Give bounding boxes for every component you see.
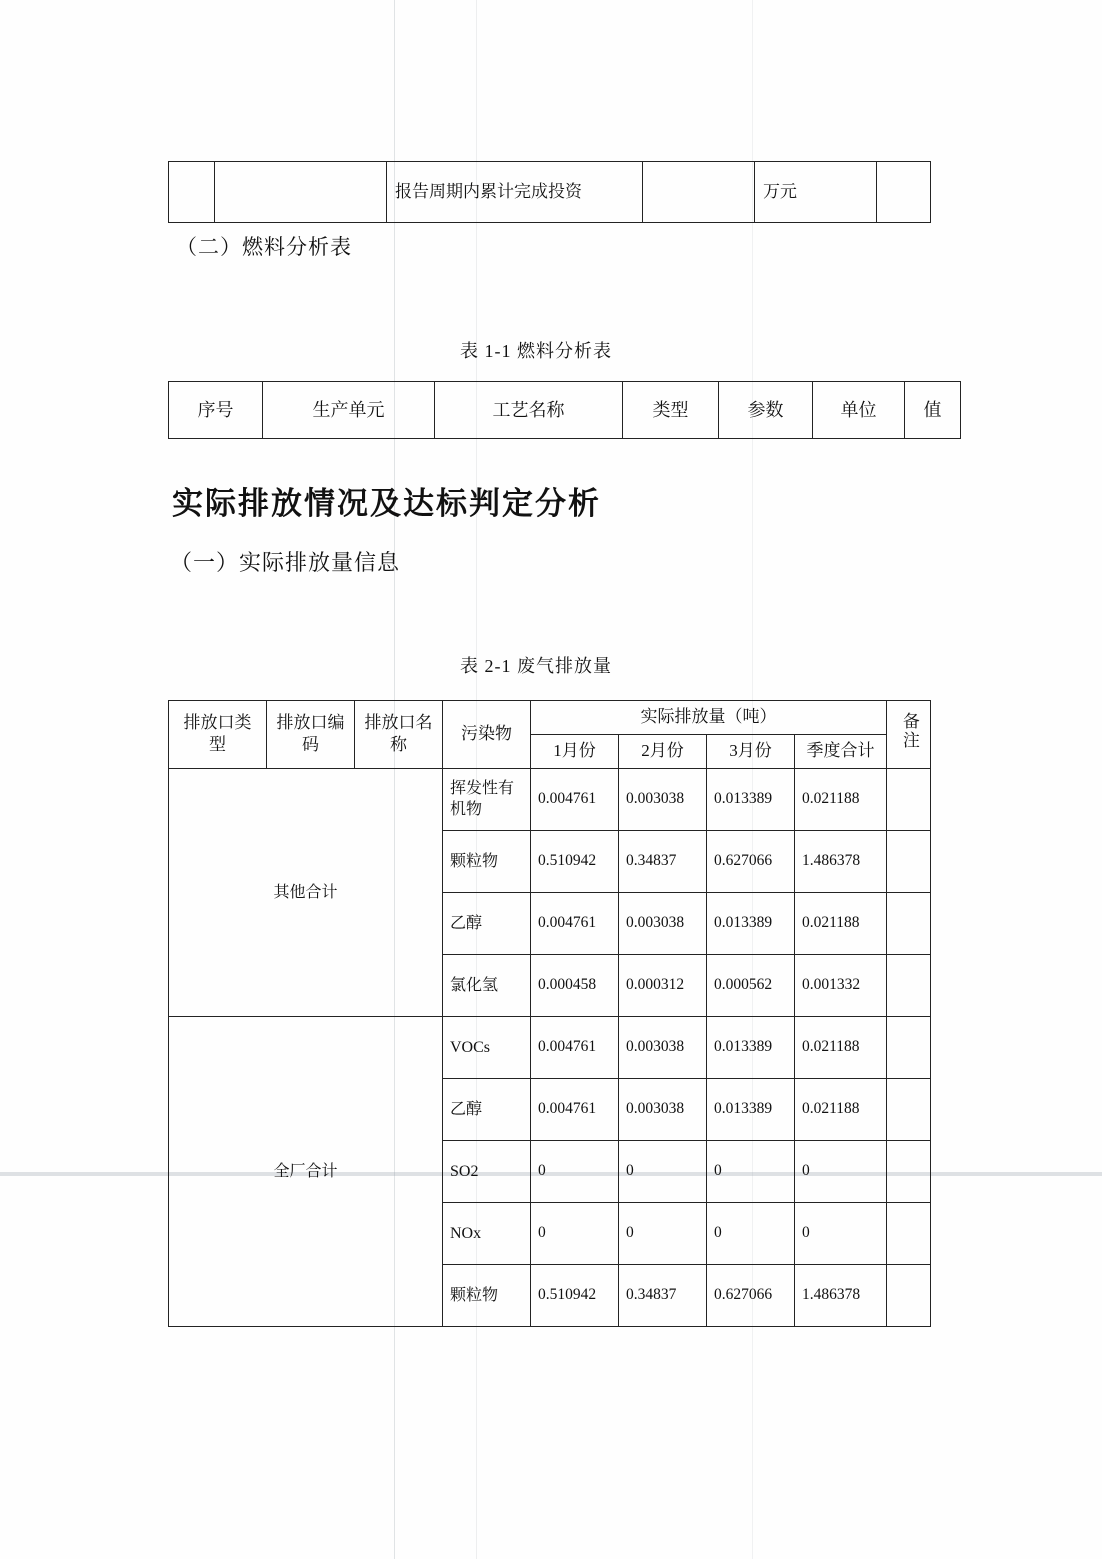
value-month3: 0.013389	[707, 1078, 795, 1140]
fuel-analysis-table	[168, 381, 961, 439]
pollutant-cell: SO2	[443, 1140, 531, 1202]
value-quarter: 1.486378	[795, 830, 887, 892]
waste-header-outlet-name: 排放口名称	[355, 701, 443, 769]
waste-header-month2: 2月份	[619, 734, 707, 768]
page-title: 实际排放情况及达标判定分析	[172, 486, 601, 521]
remark-cell	[887, 1202, 931, 1264]
value-month2: 0.000312	[619, 954, 707, 1016]
table-row	[169, 382, 961, 439]
value-month1: 0.004761	[531, 892, 619, 954]
value-month3: 0.627066	[707, 830, 795, 892]
invest-cell-0	[169, 162, 215, 223]
value-month2: 0	[619, 1140, 707, 1202]
waste-group-label-plant: 全厂合计	[169, 1016, 443, 1326]
fuel-header-unitname: 单位	[813, 382, 905, 439]
value-month3: 0	[707, 1140, 795, 1202]
value-quarter: 0.021188	[795, 892, 887, 954]
value-month2: 0.003038	[619, 768, 707, 830]
value-month1: 0.004761	[531, 1016, 619, 1078]
remark-cell	[887, 830, 931, 892]
table-row	[169, 768, 931, 830]
waste-table-caption: 表 2-1 废气排放量	[460, 656, 612, 676]
emission-section-heading: （一）实际排放量信息	[170, 550, 401, 575]
waste-header-quarter-total: 季度合计	[795, 734, 887, 768]
invest-cell-label: 报告周期内累计完成投资	[387, 162, 643, 223]
value-month1: 0	[531, 1140, 619, 1202]
remark-cell	[887, 954, 931, 1016]
fuel-header-param: 参数	[719, 382, 813, 439]
value-month1: 0.000458	[531, 954, 619, 1016]
value-month1: 0.004761	[531, 1078, 619, 1140]
value-month2: 0.003038	[619, 1016, 707, 1078]
invest-cell-5	[877, 162, 931, 223]
value-quarter: 0	[795, 1202, 887, 1264]
value-quarter: 0.001332	[795, 954, 887, 1016]
remark-cell	[887, 1140, 931, 1202]
table-row	[169, 1016, 931, 1078]
value-month3: 0.000562	[707, 954, 795, 1016]
value-month2: 0.34837	[619, 1264, 707, 1326]
value-month1: 0.510942	[531, 1264, 619, 1326]
remark-cell	[887, 1078, 931, 1140]
waste-header-pollutant: 污染物	[443, 701, 531, 769]
value-quarter: 0.021188	[795, 1078, 887, 1140]
value-month3: 0.013389	[707, 892, 795, 954]
remark-cell	[887, 1264, 931, 1326]
waste-gas-emission-table	[168, 700, 931, 1327]
remark-cell	[887, 768, 931, 830]
fuel-header-unit: 生产单元	[263, 382, 435, 439]
value-quarter: 0	[795, 1140, 887, 1202]
pollutant-cell: 挥发性有机物	[443, 768, 531, 830]
fuel-section-heading: （二）燃料分析表	[176, 235, 352, 259]
value-month2: 0.34837	[619, 830, 707, 892]
pollutant-cell: 颗粒物	[443, 1264, 531, 1326]
value-month3: 0.627066	[707, 1264, 795, 1326]
waste-header-month1: 1月份	[531, 734, 619, 768]
waste-header-actual-group: 实际排放量（吨）	[531, 701, 887, 735]
value-month2: 0.003038	[619, 892, 707, 954]
investment-table	[168, 161, 931, 223]
value-month1: 0.510942	[531, 830, 619, 892]
value-quarter: 0.021188	[795, 768, 887, 830]
value-quarter: 0.021188	[795, 1016, 887, 1078]
remark-cell	[887, 1016, 931, 1078]
table-header-row	[169, 701, 931, 735]
value-month3: 0	[707, 1202, 795, 1264]
invest-cell-unit: 万元	[755, 162, 877, 223]
waste-header-month3: 3月份	[707, 734, 795, 768]
fuel-header-type: 类型	[623, 382, 719, 439]
table-row	[169, 162, 931, 223]
fuel-header-value: 值	[905, 382, 961, 439]
pollutant-cell: 氯化氢	[443, 954, 531, 1016]
value-month2: 0.003038	[619, 1078, 707, 1140]
remark-cell	[887, 892, 931, 954]
value-month1: 0.004761	[531, 768, 619, 830]
waste-header-outlet-type: 排放口类型	[169, 701, 267, 769]
value-month1: 0	[531, 1202, 619, 1264]
pollutant-cell: NOx	[443, 1202, 531, 1264]
pollutant-cell: 乙醇	[443, 1078, 531, 1140]
waste-group-label-other: 其他合计	[169, 768, 443, 1016]
value-month3: 0.013389	[707, 1016, 795, 1078]
value-month2: 0	[619, 1202, 707, 1264]
waste-header-outlet-code: 排放口编码	[267, 701, 355, 769]
waste-header-remark	[887, 701, 931, 769]
fuel-header-seq: 序号	[169, 382, 263, 439]
pollutant-cell: 乙醇	[443, 892, 531, 954]
pollutant-cell: 颗粒物	[443, 830, 531, 892]
invest-cell-3	[643, 162, 755, 223]
pollutant-cell: VOCs	[443, 1016, 531, 1078]
invest-cell-1	[215, 162, 387, 223]
value-quarter: 1.486378	[795, 1264, 887, 1326]
waste-header-remark-text: 备注	[899, 711, 919, 750]
fuel-table-caption: 表 1-1 燃料分析表	[460, 341, 612, 361]
value-month3: 0.013389	[707, 768, 795, 830]
fuel-header-process: 工艺名称	[435, 382, 623, 439]
